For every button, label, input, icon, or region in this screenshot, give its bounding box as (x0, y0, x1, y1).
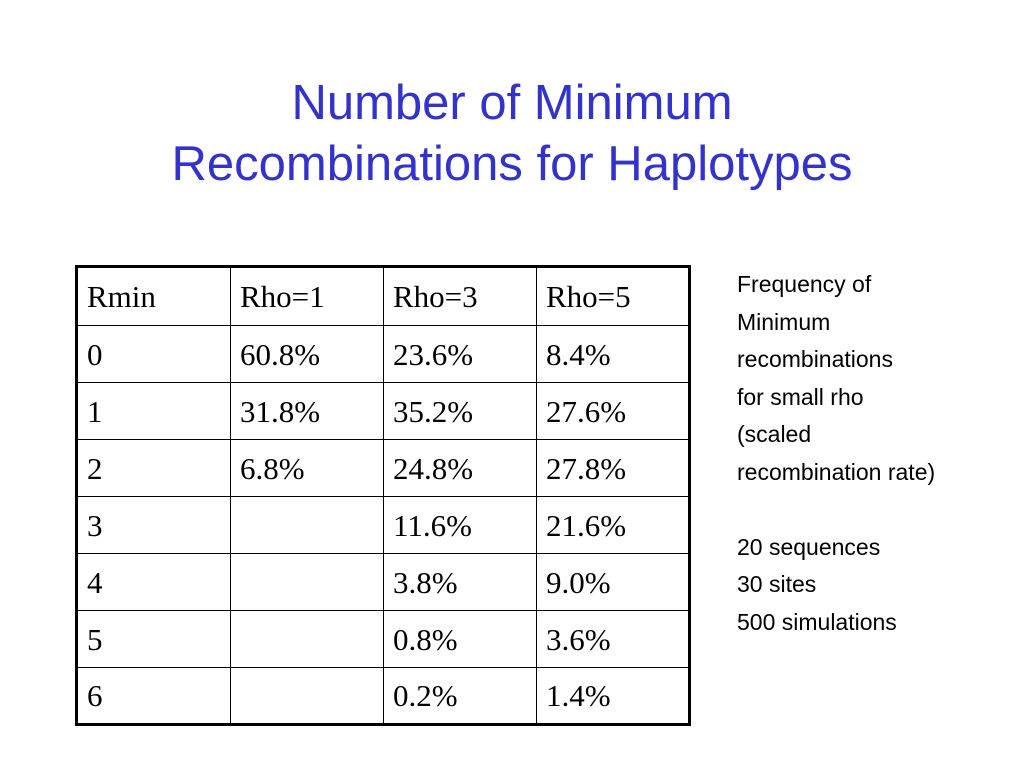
table-cell-rmin: 4 (77, 554, 231, 611)
table-row (77, 440, 690, 497)
table-cell (231, 611, 384, 668)
table-row (77, 383, 690, 440)
notes-spacer (737, 491, 935, 529)
table-cell: 31.8% (231, 383, 384, 440)
notes-parameter-sequences: 20 sequences (737, 533, 881, 560)
table-cell: 27.8% (537, 440, 690, 497)
notes-description-line: for small rho (737, 383, 864, 410)
notes-description-line: recombinations (737, 346, 893, 372)
table-row (77, 554, 690, 611)
header-cell-rmin: Rmin (77, 267, 231, 326)
table-cell: 35.2% (384, 383, 537, 440)
table-cell: 21.6% (537, 497, 690, 554)
header-cell-rho-5: Rho=5 (537, 267, 690, 326)
slide-title (0, 73, 1024, 195)
table-cell: 8.4% (537, 326, 690, 383)
notes-parameter-sites: 30 sites (737, 571, 817, 597)
table-cell: 0.8% (384, 611, 537, 668)
table-cell-rmin: 6 (77, 668, 231, 725)
table-cell: 11.6% (384, 497, 537, 554)
header-cell-rho-1: Rho=1 (231, 267, 384, 326)
notes-parameter-simulations: 500 simulations (737, 608, 897, 635)
table-cell: 1.4% (537, 668, 690, 725)
table-row (77, 668, 690, 725)
table-cell: 60.8% (231, 326, 384, 383)
table-cell: 24.8% (384, 440, 537, 497)
table-cell-rmin: 3 (77, 497, 231, 554)
slide-title-line-2: Recombinations for Haplotypes (171, 137, 853, 191)
table-cell-rmin: 5 (77, 611, 231, 668)
notes-description-line: Minimum (737, 308, 831, 335)
table-cell: 9.0% (537, 554, 690, 611)
table-cell: 27.6% (537, 383, 690, 440)
table-header-row (77, 267, 690, 326)
table-cell-rmin: 0 (77, 326, 231, 383)
table-cell: 3.6% (537, 611, 690, 668)
table-cell (231, 554, 384, 611)
table-cell: 0.2% (384, 668, 537, 725)
table-row (77, 497, 690, 554)
table-cell: 3.8% (384, 554, 537, 611)
table-cell-rmin: 2 (77, 440, 231, 497)
table-cell (231, 497, 384, 554)
table-row (77, 326, 690, 383)
slide-title-line-1: Number of Minimum (291, 76, 733, 130)
table-cell: 23.6% (384, 326, 537, 383)
notes-description-line: recombination rate) (737, 458, 936, 485)
table-cell: 6.8% (231, 440, 384, 497)
side-notes (737, 266, 935, 641)
table-cell-rmin: 1 (77, 383, 231, 440)
notes-description-line: Frequency of (737, 271, 872, 297)
table-row (77, 611, 690, 668)
table-cell (231, 668, 384, 725)
header-cell-rho-3: Rho=3 (384, 267, 537, 326)
recombination-frequency-table (75, 265, 691, 726)
notes-description-line: (scaled (737, 421, 812, 447)
